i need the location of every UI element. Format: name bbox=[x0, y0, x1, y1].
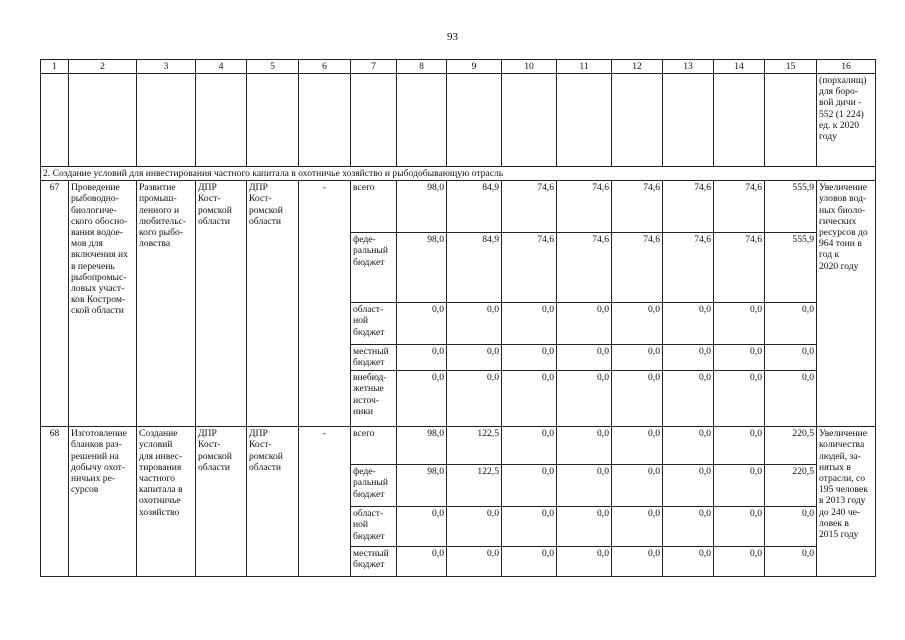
row68-value-cell: 98,0 bbox=[397, 465, 447, 507]
row68-value-cell: 0,0 bbox=[663, 547, 714, 577]
row68-value-cell: 0,0 bbox=[502, 427, 557, 465]
row67-value-cell: 0,0 bbox=[714, 371, 765, 427]
column-number-row bbox=[41, 60, 876, 74]
row68-value-cell: 0,0 bbox=[765, 507, 817, 547]
column-number-5: 5 bbox=[247, 60, 299, 74]
column-number-1: 1 bbox=[41, 60, 69, 74]
row68-value-cell: 0,0 bbox=[612, 427, 663, 465]
row68-value-cell: 0,0 bbox=[557, 547, 612, 577]
row68-value-cell: 0,0 bbox=[663, 507, 714, 547]
row68-value-cell: 0,0 bbox=[612, 507, 663, 547]
row67-value-cell: 0,0 bbox=[765, 303, 817, 345]
column-number-15: 15 bbox=[765, 60, 817, 74]
column-number-7: 7 bbox=[351, 60, 397, 74]
row67-value-cell: 74,6 bbox=[714, 181, 765, 233]
column-number-4: 4 bbox=[196, 60, 247, 74]
row67-source-cell: местный бюджет bbox=[351, 345, 397, 371]
row67-value-cell: 0,0 bbox=[612, 303, 663, 345]
row68-subrow bbox=[41, 427, 876, 465]
row68-value-cell: 122,5 bbox=[447, 427, 502, 465]
row68-value-cell: 0,0 bbox=[557, 507, 612, 547]
row67-value-cell: 74,6 bbox=[557, 233, 612, 303]
row67-value-cell: 555,9 bbox=[765, 181, 817, 233]
program-table bbox=[40, 59, 876, 577]
row67-value-cell: 0,0 bbox=[397, 345, 447, 371]
row68-number-cell: 68 bbox=[41, 427, 69, 577]
row67-value-cell: 0,0 bbox=[397, 303, 447, 345]
row67-value-cell: 0,0 bbox=[557, 303, 612, 345]
row67-value-cell: 0,0 bbox=[397, 371, 447, 427]
row67-value-cell: 0,0 bbox=[502, 303, 557, 345]
row67-value-cell: 84,9 bbox=[447, 233, 502, 303]
row67-purpose-cell: Развитие промыш- ленного и любительс- кого рыбо- ловства bbox=[137, 181, 196, 427]
column-number-12: 12 bbox=[612, 60, 663, 74]
row67-value-cell: 74,6 bbox=[502, 181, 557, 233]
row67-value-cell: 74,6 bbox=[557, 181, 612, 233]
row68-value-cell: 0,0 bbox=[397, 547, 447, 577]
row67-value-cell: 98,0 bbox=[397, 181, 447, 233]
row67-value-cell: 0,0 bbox=[663, 345, 714, 371]
row67-value-cell: 0,0 bbox=[663, 303, 714, 345]
row68-value-cell: 0,0 bbox=[612, 465, 663, 507]
row67-value-cell: 74,6 bbox=[612, 233, 663, 303]
row68-value-cell: 0,0 bbox=[714, 465, 765, 507]
row67-subrow bbox=[41, 181, 876, 233]
row68-value-cell: 0,0 bbox=[557, 465, 612, 507]
column-number-2: 2 bbox=[69, 60, 137, 74]
row68-value-cell: 0,0 bbox=[502, 465, 557, 507]
row67-value-cell: 74,6 bbox=[714, 233, 765, 303]
row67-coexecutor-cell: ДПР Кост- ромской области bbox=[247, 181, 299, 427]
row67-value-cell: 74,6 bbox=[663, 181, 714, 233]
row67-value-cell: 0,0 bbox=[502, 371, 557, 427]
row68-value-cell: 98,0 bbox=[397, 427, 447, 465]
row67-value-cell: 0,0 bbox=[765, 371, 817, 427]
row67-source-cell: внебюд- жетные источ- ники bbox=[351, 371, 397, 427]
continuation-row bbox=[41, 74, 876, 167]
continuation-result-cell: (порхалищ) для боро- вой дичи - 552 (1 224) ед. к 2020 году bbox=[817, 74, 876, 167]
row68-value-cell: 0,0 bbox=[663, 427, 714, 465]
column-number-6: 6 bbox=[299, 60, 351, 74]
row67-number-cell: 67 bbox=[41, 181, 69, 427]
section-row bbox=[41, 167, 876, 181]
row67-value-cell: 0,0 bbox=[502, 345, 557, 371]
row68-value-cell: 0,0 bbox=[714, 547, 765, 577]
section-title: 2. Создание условий для инвестирования частного капитала в охотничье хозяйство и рыбодобывающую отрасль bbox=[41, 167, 876, 181]
row67-value-cell: 0,0 bbox=[447, 303, 502, 345]
row68-value-cell: 122,5 bbox=[447, 465, 502, 507]
row67-executor-cell: ДПР Кост- ромской области bbox=[196, 181, 247, 427]
row68-purpose-cell: Создание условий для инвес- тирования частного капитала в охотничье хозяйство bbox=[137, 427, 196, 577]
column-number-9: 9 bbox=[447, 60, 502, 74]
row67-source-cell: всего bbox=[351, 181, 397, 233]
row67-value-cell: 0,0 bbox=[557, 371, 612, 427]
row68-name-cell: Изготовление бланков раз- решений на добычу охот- ничьих ре- сурсов bbox=[69, 427, 137, 577]
row67-col6-cell: - bbox=[299, 181, 351, 427]
row67-value-cell: 98,0 bbox=[397, 233, 447, 303]
row67-value-cell: 0,0 bbox=[612, 345, 663, 371]
row67-value-cell: 0,0 bbox=[765, 345, 817, 371]
row68-source-cell: местный бюджет bbox=[351, 547, 397, 577]
column-number-10: 10 bbox=[502, 60, 557, 74]
row68-source-cell: област- ной бюджет bbox=[351, 507, 397, 547]
row67-result-cell: Увеличение уловов вод- ных биоло- гических ресурсов до 964 тонн в год к 2020 году bbox=[817, 181, 876, 427]
row67-value-cell: 84,9 bbox=[447, 181, 502, 233]
row68-coexecutor-cell: ДПР Кост- ромской области bbox=[247, 427, 299, 577]
row68-value-cell: 0,0 bbox=[714, 427, 765, 465]
row68-value-cell: 220,5 bbox=[765, 427, 817, 465]
row68-value-cell: 220,5 bbox=[765, 465, 817, 507]
row67-value-cell: 0,0 bbox=[714, 345, 765, 371]
row67-value-cell: 0,0 bbox=[557, 345, 612, 371]
row67-value-cell: 74,6 bbox=[612, 181, 663, 233]
table-body bbox=[41, 60, 876, 577]
column-number-16: 16 bbox=[817, 60, 876, 74]
row68-value-cell: 0,0 bbox=[447, 507, 502, 547]
row68-value-cell: 0,0 bbox=[502, 547, 557, 577]
row67-value-cell: 0,0 bbox=[612, 371, 663, 427]
row68-col6-cell: - bbox=[299, 427, 351, 577]
row68-value-cell: 0,0 bbox=[397, 507, 447, 547]
row67-value-cell: 74,6 bbox=[502, 233, 557, 303]
row67-name-cell: Проведение рыбоводно- биологиче- ского обосно- вания водое- мов для включения их в перечень рыбопромыс- ловых участ- ков Костром- ской области bbox=[69, 181, 137, 427]
row67-value-cell: 0,0 bbox=[714, 303, 765, 345]
row68-value-cell: 0,0 bbox=[612, 547, 663, 577]
column-number-11: 11 bbox=[557, 60, 612, 74]
row68-value-cell: 0,0 bbox=[765, 547, 817, 577]
row68-value-cell: 0,0 bbox=[557, 427, 612, 465]
column-number-13: 13 bbox=[663, 60, 714, 74]
row68-source-cell: всего bbox=[351, 427, 397, 465]
row67-value-cell: 0,0 bbox=[663, 371, 714, 427]
row67-value-cell: 555,9 bbox=[765, 233, 817, 303]
column-number-14: 14 bbox=[714, 60, 765, 74]
row68-value-cell: 0,0 bbox=[663, 465, 714, 507]
page-number: 93 bbox=[447, 31, 458, 43]
row67-source-cell: област- ной бюджет bbox=[351, 303, 397, 345]
column-number-3: 3 bbox=[137, 60, 196, 74]
row68-result-cell: Увеличение количества людей, за- нятых в отрасли, со 195 человек в 2013 году до 240 че- ловек в 2015 году bbox=[817, 427, 876, 577]
row68-value-cell: 0,0 bbox=[714, 507, 765, 547]
row68-value-cell: 0,0 bbox=[447, 547, 502, 577]
row67-source-cell: феде- ральный бюджет bbox=[351, 233, 397, 303]
row68-executor-cell: ДПР Кост- ромской области bbox=[196, 427, 247, 577]
row68-source-cell: феде- ральный бюджет bbox=[351, 465, 397, 507]
row67-value-cell: 0,0 bbox=[447, 371, 502, 427]
row67-value-cell: 74,6 bbox=[663, 233, 714, 303]
column-number-8: 8 bbox=[397, 60, 447, 74]
row67-value-cell: 0,0 bbox=[447, 345, 502, 371]
row68-value-cell: 0,0 bbox=[502, 507, 557, 547]
